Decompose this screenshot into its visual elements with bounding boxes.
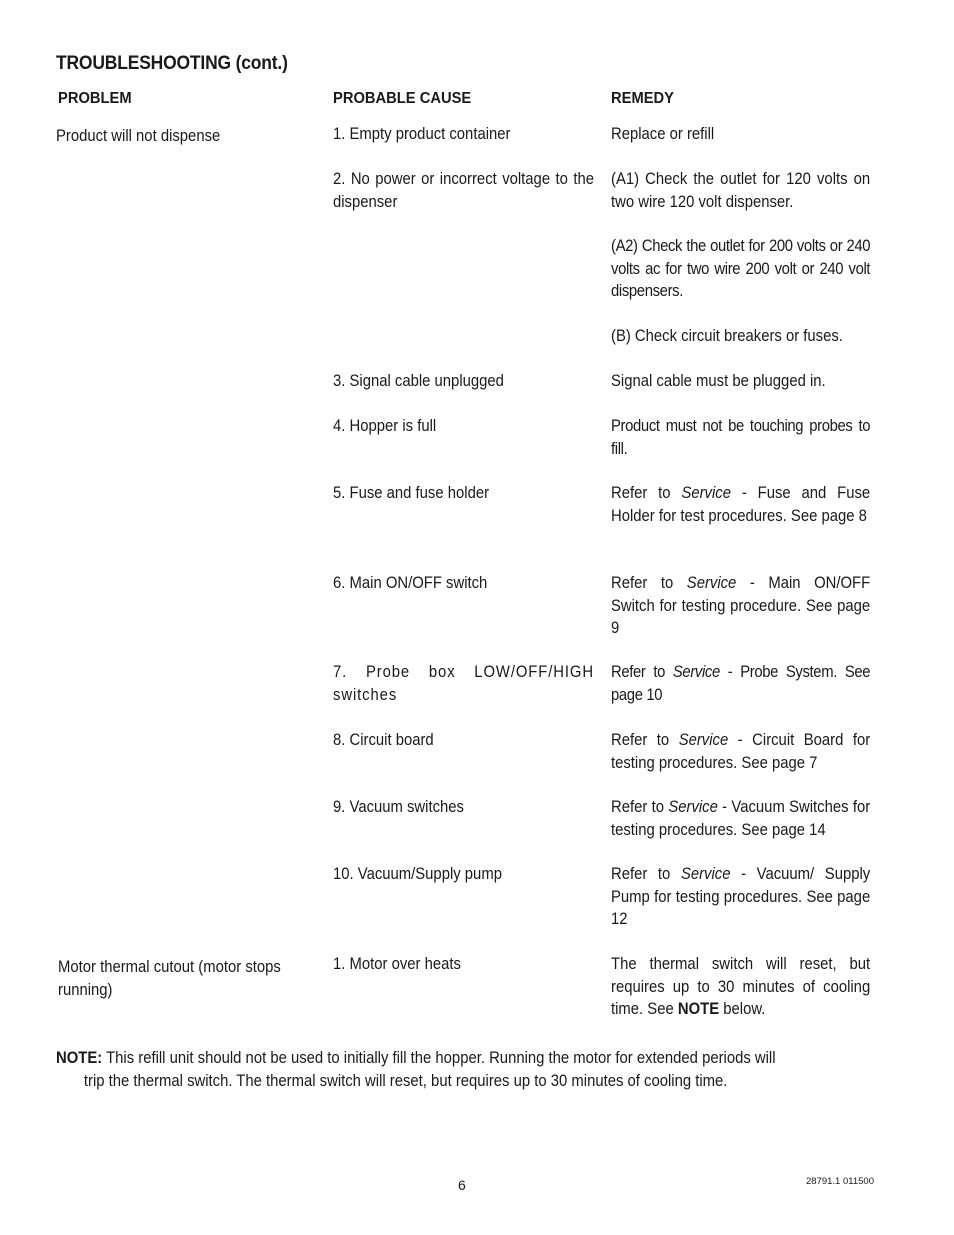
header-remedy: REMEDY: [611, 90, 674, 107]
note-label: NOTE:: [56, 1049, 103, 1067]
remedy-3: Signal cable must be plugged in.: [611, 372, 826, 390]
cause-8: 8. Circuit board: [333, 731, 434, 749]
page-number: 6: [458, 1177, 466, 1193]
cause-4: 4. Hopper is full: [333, 417, 437, 435]
document-number: 28791.1 011500: [806, 1176, 874, 1187]
header-probable-cause: PROBABLE CAUSE: [333, 90, 472, 107]
note-line-1: This refill unit should not be used to initially fill the hopper. Running the motor for extended periods will: [102, 1049, 776, 1067]
page-title: TROUBLESHOOTING (cont.): [56, 53, 288, 74]
cause-2: 2. No power or incorrect voltage to the dispenser: [333, 170, 594, 211]
service-emphasis: Service: [672, 663, 720, 681]
remedy-2-a2: (A2) Check the outlet for 200 volts or 240 volts ac for two wire 200 volt or 240 volt dispensers.: [611, 237, 871, 300]
cause-7: 7. Probe box LOW/OFF/HIGH switches: [333, 663, 594, 704]
note-line-2: trip the thermal switch. The thermal switch will reset, but requires up to 30 minutes of cooling time.: [83, 1071, 728, 1090]
remedy-8: Refer to Service - Circuit Board for testing procedures. See page 7: [611, 731, 871, 772]
remedy-motor-overheats: The thermal switch will reset, but requires up to 30 minutes of cooling time. See NOTE below.: [611, 955, 871, 1018]
cause-motor-overheats: 1. Motor over heats: [333, 955, 461, 973]
remedy-5: Refer to Service - Fuse and Fuse Holder for test procedures. See page 8: [611, 484, 871, 525]
note-reference: NOTE: [677, 1000, 720, 1018]
cause-3: 3. Signal cable unplugged: [333, 372, 504, 390]
cause-5: 5. Fuse and fuse holder: [333, 484, 490, 502]
cause-10: 10. Vacuum/Supply pump: [333, 865, 502, 883]
service-emphasis: Service: [678, 731, 729, 749]
cause-9: 9. Vacuum switches: [333, 798, 464, 816]
service-emphasis: Service: [680, 865, 731, 883]
problem-motor-thermal-cutout: Motor thermal cutout (motor stops running): [58, 958, 281, 999]
remedy-2-b: (B) Check circuit breakers or fuses.: [611, 327, 843, 345]
service-emphasis: Service: [681, 484, 731, 502]
note-paragraph: [56, 1047, 870, 1092]
problem-product-will-not-dispense: Product will not dispense: [56, 127, 221, 145]
remedy-9: Refer to Service - Vacuum Switches for testing procedures. See page 14: [611, 798, 871, 839]
remedy-1: Replace or refill: [611, 125, 715, 143]
cause-6: 6. Main ON/OFF switch: [333, 574, 488, 592]
service-emphasis: Service: [668, 798, 718, 816]
remedy-4: Product must not be touching probes to fill.: [611, 417, 871, 458]
cause-1: 1. Empty product container: [333, 125, 511, 143]
remedy-2-a1: (A1) Check the outlet for 120 volts on two wire 120 volt dispenser.: [611, 170, 871, 211]
header-problem: PROBLEM: [58, 90, 132, 107]
service-emphasis: Service: [686, 574, 737, 592]
remedy-10: Refer to Service - Vacuum/ Supply Pump for testing procedures. See page 12: [611, 865, 871, 928]
remedy-7: Refer to Service - Probe System. See page 10: [611, 663, 871, 704]
remedy-6: Refer to Service - Main ON/OFF Switch for testing procedure. See page 9: [611, 574, 871, 637]
